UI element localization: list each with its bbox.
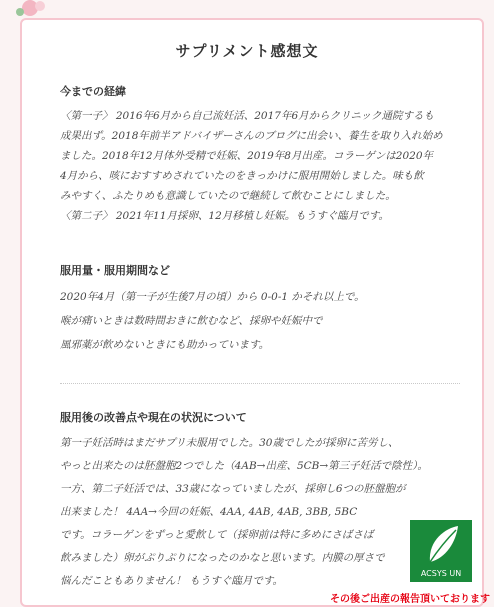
handwritten-line: 〈第一子〉 2016年6月から自己流妊活、2017年6月からクリニック通院するも: [60, 110, 435, 122]
handwritten-line: 風邪薬が飲めないときにも助かっています。: [60, 339, 270, 351]
dotted-divider: [60, 383, 460, 384]
leaf-icon: [410, 520, 472, 570]
handwritten-line: 〈第二子〉 2021年11月採卵、12月移植し妊娠。もうすぐ臨月です。: [60, 210, 389, 222]
handwritten-line: ました。2018年12月体外受精で妊娠、2019年8月出産。コラーゲンは2020年: [60, 150, 433, 162]
section-heading-history: 今までの経緯: [60, 85, 126, 98]
handwritten-line: 第一子妊活時はまだサプリ未服用でした。30歳でしたが採卵に苦労し、: [60, 437, 399, 449]
page-title: サプリメント感想文: [175, 42, 319, 60]
handwritten-line: みやすく、ふたりめも意識していたので継続して飲むことにしました。: [60, 190, 396, 202]
section-body-history: [60, 106, 460, 226]
handwritten-line: 4月から、咳におすすめされていたのをきっかけに服用開始しました。味も飲: [60, 170, 424, 182]
section-heading-dosage: 服用量・服用期間など: [60, 264, 170, 277]
handwritten-line: 飲みました）卵がぷりぷりになったのかなと思います。内膜の厚さで: [60, 552, 385, 564]
section-body-results: [60, 432, 460, 593]
handwritten-line: 2020年4月（第一子が生後7月の頃）から 0-0-1 かそれ以上で。: [60, 291, 365, 303]
report-banner: その後ご出産の報告頂いております: [330, 594, 490, 605]
section-body-dosage: [60, 285, 460, 357]
handwritten-line: 出来ました！ 4AA→今回の妊娠、4AA, 4AB, 4AB, 3BB, 5BC: [60, 506, 358, 518]
flower-decoration-icon: [0, 0, 60, 30]
logo-text: ACSYS UN: [420, 569, 462, 578]
handwritten-line: 成果出ず。2018年前半アドバイザーさんのブログに出会い、養生を取り入れ始め: [60, 130, 443, 142]
handwritten-line: 一方、第二子妊活では、33歳になっていましたが、採卵し6つの胚盤胞が: [60, 483, 406, 495]
handwritten-line: やっと出来たのは胚盤胞2つでした（4AB→出産、5CB→第三子妊活で陰性）。: [60, 460, 428, 472]
brand-logo: [410, 520, 472, 582]
handwritten-line: 悩んだこともありません！ もうすぐ臨月です。: [60, 575, 283, 587]
handwritten-line: 喉が痛いときは数時間おきに飲むなど、採卵や妊娠中で: [60, 315, 323, 327]
section-heading-results: 服用後の改善点や現在の状況について: [60, 411, 247, 424]
handwritten-line: です。コラーゲンをずっと愛飲して（採卵前は特に多めにさばさば: [60, 529, 374, 541]
